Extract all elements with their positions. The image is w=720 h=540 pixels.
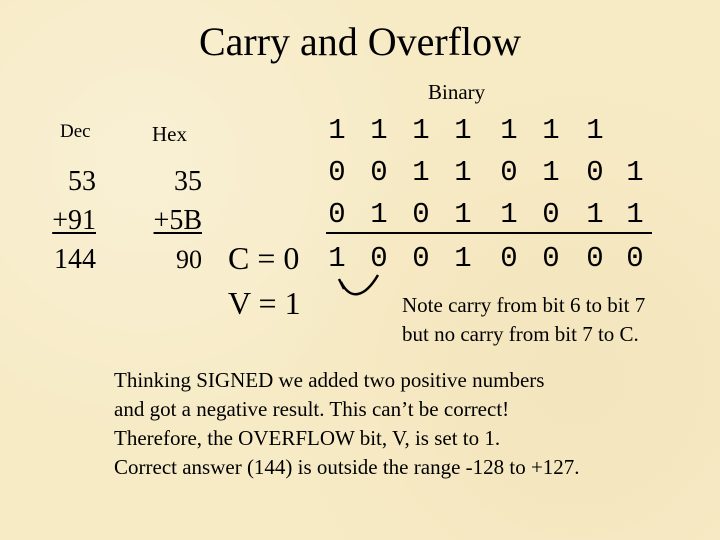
dec-header: Dec <box>60 121 91 142</box>
carry-flag: C = 0 <box>228 240 300 276</box>
operand2-bit: 1 <box>370 198 388 231</box>
operand1-bit: 1 <box>454 156 472 189</box>
result-bit: 1 <box>454 242 472 275</box>
operand2-bit: 0 <box>542 198 560 231</box>
carry-bit: 1 <box>370 114 388 147</box>
hex-operand-b: +5B <box>153 205 202 236</box>
operand1-bit: 0 <box>500 156 518 189</box>
carry-bit: 1 <box>542 114 560 147</box>
operand2-bit: 0 <box>328 198 346 231</box>
explanation-text <box>114 366 580 482</box>
binary-header: Binary <box>428 80 486 104</box>
carry-note <box>402 291 645 349</box>
explanation-line: Thinking SIGNED we added two positive numbers <box>114 368 545 392</box>
carry-bit: 1 <box>454 114 472 147</box>
operand2-bit: 0 <box>412 198 430 231</box>
sum-underline <box>326 232 652 234</box>
result-bit: 0 <box>626 242 644 275</box>
hex-column <box>146 162 202 279</box>
operand2-bit: 1 <box>500 198 518 231</box>
operand2-bit: 1 <box>586 198 604 231</box>
operand1-bit: 0 <box>370 156 388 189</box>
hex-header: Hex <box>152 122 187 146</box>
explanation-line: and got a negative result. This can’t be correct! <box>114 397 510 421</box>
operand1-bit: 1 <box>542 156 560 189</box>
dec-sum: 144 <box>54 244 96 275</box>
operand2-bit: 1 <box>626 198 644 231</box>
decimal-column <box>48 162 96 279</box>
result-bit: 1 <box>328 242 346 275</box>
result-bit: 0 <box>370 242 388 275</box>
carry-bit: 1 <box>412 114 430 147</box>
hex-sum: 90 <box>176 245 202 274</box>
explanation-line: Therefore, the OVERFLOW bit, V, is set to 1. <box>114 426 501 450</box>
dec-operand-b: +91 <box>52 205 96 236</box>
operand1-bit: 1 <box>412 156 430 189</box>
operand1-bit: 1 <box>626 156 644 189</box>
result-bit: 0 <box>412 242 430 275</box>
carry-bit: 1 <box>500 114 518 147</box>
slide-title: Carry and Overflow <box>198 19 522 64</box>
result-bit: 0 <box>500 242 518 275</box>
result-bit: 0 <box>586 242 604 275</box>
operand1-bit: 0 <box>586 156 604 189</box>
explanation-line: Correct answer (144) is outside the range -128 to +127. <box>114 455 580 479</box>
hex-operand-a: 35 <box>174 166 202 197</box>
dec-operand-a: 53 <box>68 166 96 197</box>
result-bit: 0 <box>542 242 560 275</box>
carry-bit: 1 <box>586 114 604 147</box>
note-line: Note carry from bit 6 to bit 7 <box>402 293 646 317</box>
note-line: but no carry from bit 7 to C. <box>402 322 639 346</box>
carry-bit: 1 <box>328 114 346 147</box>
operand2-bit: 1 <box>454 198 472 231</box>
carry-arrow-icon <box>336 270 386 304</box>
operand1-bit: 0 <box>328 156 346 189</box>
overflow-flag: V = 1 <box>228 285 301 321</box>
